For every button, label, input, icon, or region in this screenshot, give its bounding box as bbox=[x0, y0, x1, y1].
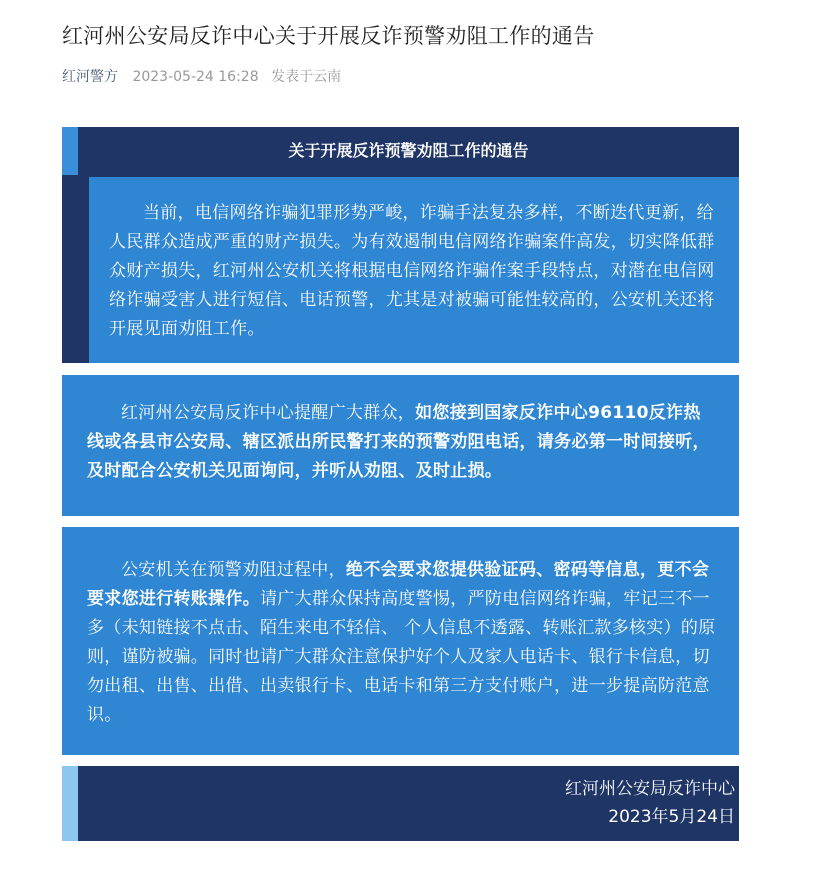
notice-intro-panel bbox=[89, 177, 739, 363]
paragraph-3-body: 请广大群众保持高度警惕，严防电信网络诈骗，牢记三不一多（未知链接不点击、陌生来电不轻信、 个人信息不透露、转账汇款多核实）的原则，谨防被骗。同时也请广大群众注意保护好个人及家人电话卡、银行卡信息，切勿出租、出售、出借、出卖银行卡、电话卡和第三方支付账户，进一步提高防范意识。 bbox=[87, 589, 716, 725]
article-meta bbox=[62, 66, 341, 86]
paragraph-3-lead: 公安机关在预警劝阻过程中， bbox=[121, 560, 346, 580]
paragraph-3-emphasis: 绝不会要求您提供验证码、密码等信息，更不会要求您进行转账操作。 bbox=[87, 560, 710, 609]
notice-block-intro bbox=[62, 127, 739, 363]
notice-block-reminder bbox=[62, 375, 739, 516]
publish-location: 发表于云南 bbox=[271, 69, 342, 85]
notice-heading: 关于开展反诈预警劝阻工作的通告 bbox=[288, 141, 529, 160]
paragraph-2-emphasis: 如您接到国家反诈中心96110反诈热线或各县市公安局、辖区派出所民警打来的预警劝阻电话，请务必第一时间接听，及时配合公安机关见面询问，并听从劝阻、及时止损。 bbox=[87, 403, 710, 481]
signature-date: 2023年5月24日 bbox=[608, 807, 735, 827]
publish-date: 2023-05-24 16:28 bbox=[132, 69, 259, 85]
decorative-strip bbox=[62, 127, 78, 175]
author-link[interactable]: 红河警方 bbox=[62, 69, 118, 85]
notice-paragraph-3 bbox=[87, 556, 717, 730]
notice-signature-block bbox=[62, 766, 739, 841]
decorative-strip bbox=[62, 766, 78, 841]
paragraph-2-lead: 红河州公安局反诈中心提醒广大群众， bbox=[121, 403, 416, 423]
notice-paragraph-1: 当前，电信网络诈骗犯罪形势严峻，诈骗手法复杂多样，不断迭代更新，给人民群众造成严重的财产损失。为有效遏制电信网络诈骗案件高发，切实降低群众财产损失，红河州公安机关将根据电信网络诈骗作案手段特点，对潜在电信网络诈骗受害人进行短信、电话预警，尤其是对被骗可能性较高的，公安机关还将开展见面劝阻工作。 bbox=[109, 203, 715, 339]
signature bbox=[565, 775, 735, 831]
notice-paragraph-2 bbox=[87, 399, 717, 486]
signature-org: 红河州公安局反诈中心 bbox=[565, 779, 735, 799]
notice-block-warning bbox=[62, 527, 739, 755]
article-title: 红河州公安局反诈中心关于开展反诈预警劝阻工作的通告 bbox=[62, 24, 595, 48]
